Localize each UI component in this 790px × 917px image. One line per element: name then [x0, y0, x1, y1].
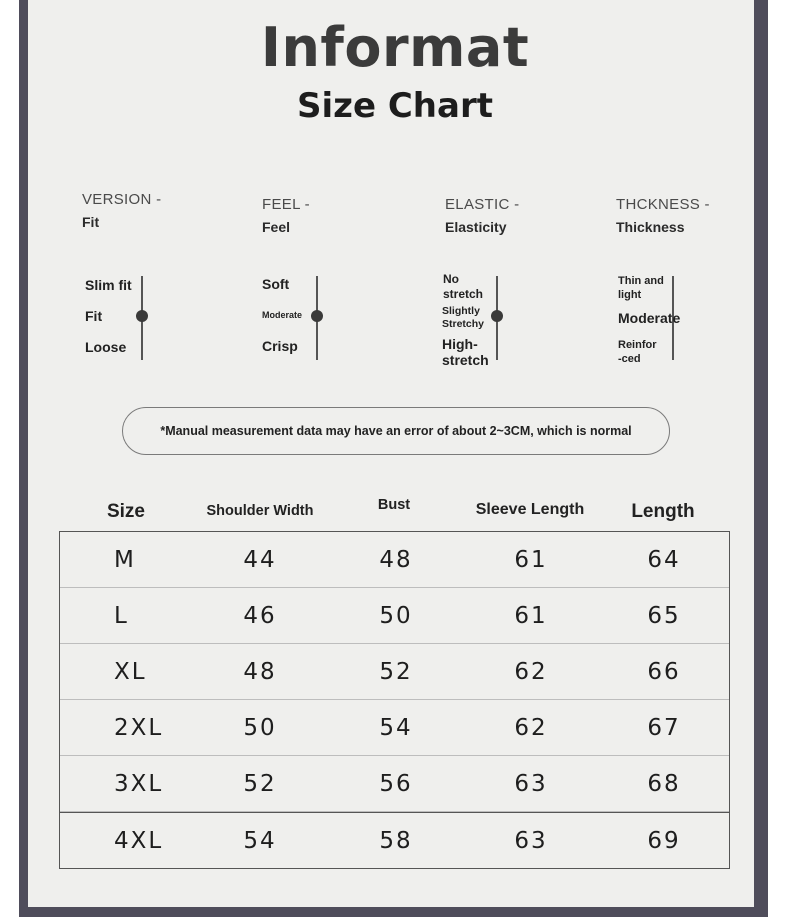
cell-sleeve: 63: [514, 828, 548, 854]
cell-bust: 54: [379, 715, 413, 741]
cell-shoulder: 54: [243, 828, 277, 854]
table-row: [60, 756, 729, 812]
cell-sleeve: 63: [514, 771, 548, 797]
cell-size: 2XL: [114, 715, 164, 741]
cell-shoulder: 48: [243, 659, 277, 685]
cell-bust: 58: [379, 828, 413, 854]
cell-shoulder: 44: [243, 547, 277, 573]
cell-sleeve: 61: [514, 547, 548, 573]
brand-name: Informat: [260, 16, 530, 79]
column-header-shoulder: Shoulder Width: [206, 503, 314, 519]
attribute-subheading: Fit: [82, 214, 100, 230]
scale-marker: [136, 310, 148, 322]
cell-length: 67: [647, 715, 681, 741]
fit-scale: [140, 276, 154, 360]
option-label: No stretch: [443, 272, 484, 301]
option-label: Moderate: [262, 310, 303, 320]
cell-length: 64: [647, 547, 681, 573]
attribute-feel: [262, 196, 310, 235]
option-label: Loose: [85, 339, 127, 355]
cell-size: XL: [114, 659, 147, 685]
cell-length: 66: [647, 659, 681, 685]
cell-sleeve: 62: [514, 659, 548, 685]
column-header-size: Size: [106, 501, 146, 522]
attribute-heading: VERSION -: [82, 191, 162, 208]
option-label: Soft: [262, 276, 290, 292]
table-row: [60, 532, 729, 588]
cell-size: M: [114, 547, 136, 573]
attribute-heading: THCKNESS -: [616, 196, 710, 213]
attribute-thickness: [616, 196, 710, 235]
cell-bust: 48: [379, 547, 413, 573]
option-label: Crisp: [262, 338, 298, 354]
cell-length: 65: [647, 603, 681, 629]
option-label: Fit: [85, 308, 103, 324]
option-label: Slightly Stretchy: [442, 305, 485, 330]
measurement-note: *Manual measurement data may have an error of about 2~3CM, which is normal: [122, 407, 670, 455]
column-header-bust: Bust: [377, 497, 411, 513]
elastic-scale: [495, 276, 509, 360]
table-row: [60, 588, 729, 644]
cell-length: 69: [647, 828, 681, 854]
cell-size: 4XL: [114, 828, 164, 854]
table-row: [60, 700, 729, 756]
scale-marker: [311, 310, 323, 322]
cell-length: 68: [647, 771, 681, 797]
attribute-heading: ELASTIC -: [445, 196, 520, 213]
attribute-subheading: Feel: [262, 219, 291, 235]
table-row: [60, 644, 729, 700]
cell-size: L: [114, 603, 129, 629]
option-label: High-stretch: [442, 336, 489, 368]
feel-scale: [315, 276, 329, 360]
cell-shoulder: 52: [243, 771, 277, 797]
option-label: Reinfor-ced: [618, 339, 657, 365]
option-label: Moderate: [618, 310, 681, 326]
attribute-version: [82, 191, 161, 230]
table-row: [60, 812, 729, 868]
attribute-heading: FEEL -: [262, 196, 310, 213]
attribute-subheading: Elasticity: [445, 219, 507, 235]
cell-bust: 50: [379, 603, 413, 629]
column-header-sleeve: Sleeve Length: [475, 501, 585, 518]
cell-size: 3XL: [114, 771, 164, 797]
cell-sleeve: 62: [514, 715, 548, 741]
attribute-elastic: [445, 196, 519, 235]
cell-shoulder: 46: [243, 603, 277, 629]
cell-shoulder: 50: [243, 715, 277, 741]
column-header-length: Length: [631, 501, 695, 522]
option-label: Slim fit: [85, 277, 132, 293]
cell-bust: 52: [379, 659, 413, 685]
cell-sleeve: 61: [514, 603, 548, 629]
page-title: Size Chart: [297, 86, 493, 126]
option-label: Thin and light: [618, 275, 664, 301]
cell-bust: 56: [379, 771, 413, 797]
attribute-subheading: Thickness: [616, 219, 685, 235]
size-table: [59, 531, 730, 869]
